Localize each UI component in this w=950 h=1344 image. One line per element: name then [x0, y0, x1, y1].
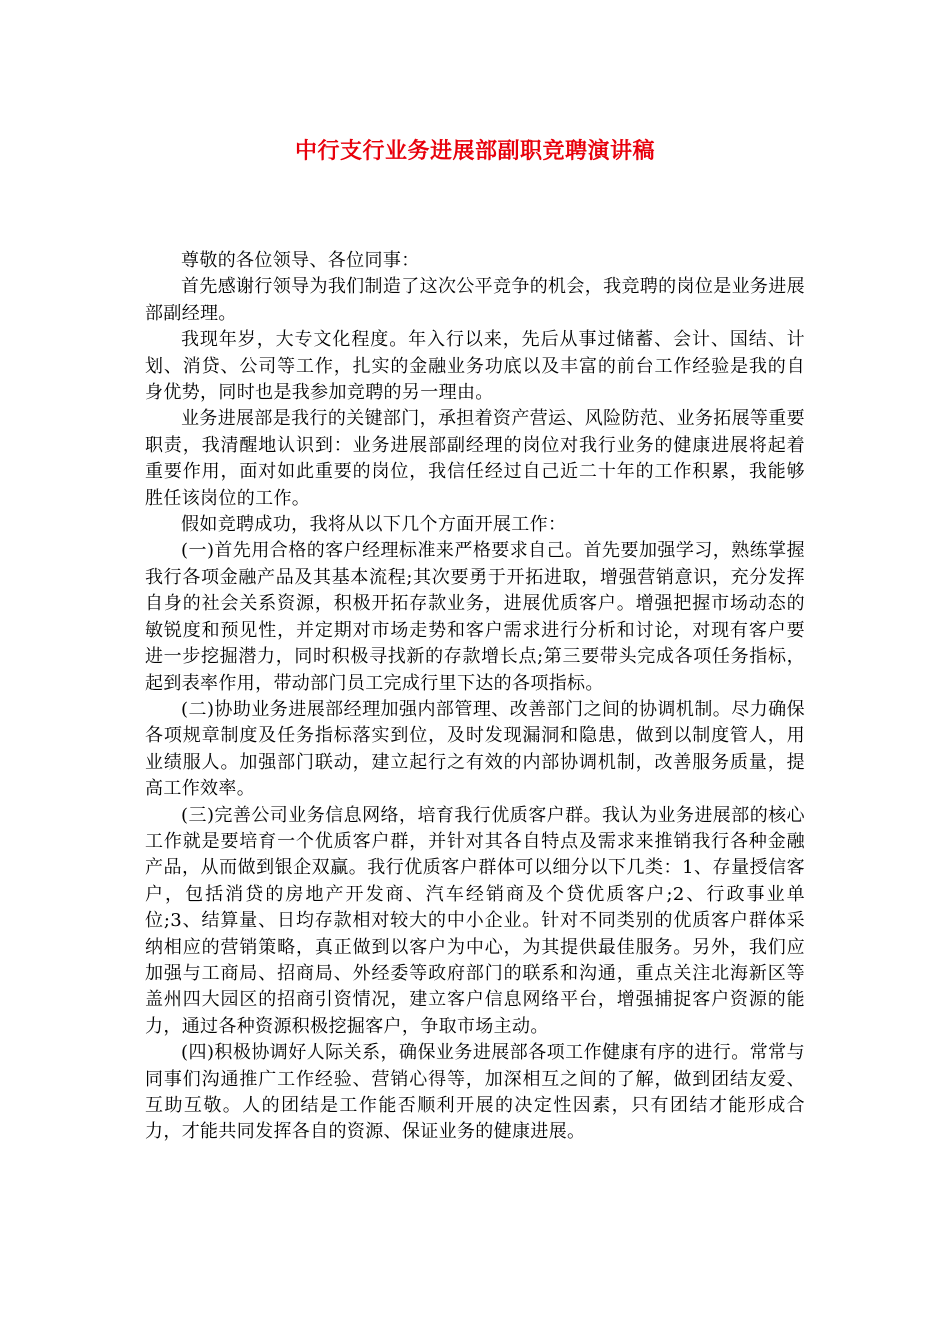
section-four-paragraph: (四)积极协调好人际关系，确保业务进展部各项工作健康有序的进行。常常与同事们沟通推广工作经验、营销心得等，加深相互之间的了解，做到团结友爱、互助互敬。人的团结是工作能否顺利开展的决定性因素，只有团结才能形成合力，才能共同发挥各自的资源、保证业务的健康进展。	[145, 1042, 805, 1143]
body-paragraph: 我现年岁，大专文化程度。年入行以来，先后从事过储蓄、会计、国结、计划、消贷、公司等工作，扎实的金融业务功底以及丰富的前台工作经验是我的自身优势，同时也是我参加竞聘的另一理由。	[145, 329, 805, 404]
section-three-paragraph: (三)完善公司业务信息网络，培育我行优质客户群。我认为业务进展部的核心工作就是要培育一个优质客户群，并针对其各自特点及需求来推销我行各种金融产品，从而做到银企双赢。我行优质客户群体可以细分以下几类：1、存量授信客户，包括消贷的房地产开发商、汽车经销商及个贷优质客户;2、行政事业单位;3、结算量、日均存款相对较大的中小企业。针对不同类别的优质客户群体采纳相应的营销策略，真正做到以客户为中心，为其提供最佳服务。另外，我们应加强与工商局、招商局、外经委等政府部门的联系和沟通，重点关注北海新区等盖州四大园区的招商引资情况，建立客户信息网络平台，增强捕捉客户资源的能力，通过各种资源积极挖掘客户，争取市场主动。	[145, 804, 805, 1037]
body-paragraph: 首先感谢行领导为我们制造了这次公平竞争的机会，我竞聘的岗位是业务进展部副经理。	[145, 276, 805, 324]
greeting-paragraph: 尊敬的各位领导、各位同事：	[181, 250, 420, 271]
body-paragraph: 业务进展部是我行的关键部门，承担着资产营运、风险防范、业务拓展等重要职责，我清醒地认识到：业务进展部副经理的岗位对我行业务的健康进展将起着重要作用，面对如此重要的岗位，我信任经过自己近二十年的工作积累，我能够胜任该岗位的工作。	[145, 408, 805, 509]
body-paragraph: 假如竞聘成功，我将从以下几个方面开展工作：	[181, 514, 567, 536]
section-one-paragraph: (一)首先用合格的客户经理标准来严格要求自己。首先要加强学习，熟练掌握我行各项金融产品及其基本流程;其次要勇于开拓进取，增强营销意识，充分发挥自身的社会关系资源，积极开拓存款业务，进展优质客户。增强把握市场动态的敏锐度和预见性，并定期对市场走势和客户需求进行分析和讨论，对现有客户要进一步挖掘潜力，同时积极寻找新的存款增长点;第三要带头完成各项任务指标，起到表率作用，带动部门员工完成行里下达的各项指标。	[145, 540, 805, 694]
document-title: 中行支行业务进展部副职竞聘演讲稿	[294, 139, 655, 164]
section-two-paragraph: (二)协助业务进展部经理加强内部管理、改善部门之间的协调机制。尽力确保各项规章制度及任务指标落实到位，及时发现漏洞和隐患，做到以制度管人，用业绩服人。加强部门联动，建立起行之有效的内部协调机制，改善服务质量，提高工作效率。	[145, 698, 805, 800]
document-body	[145, 248, 805, 1146]
